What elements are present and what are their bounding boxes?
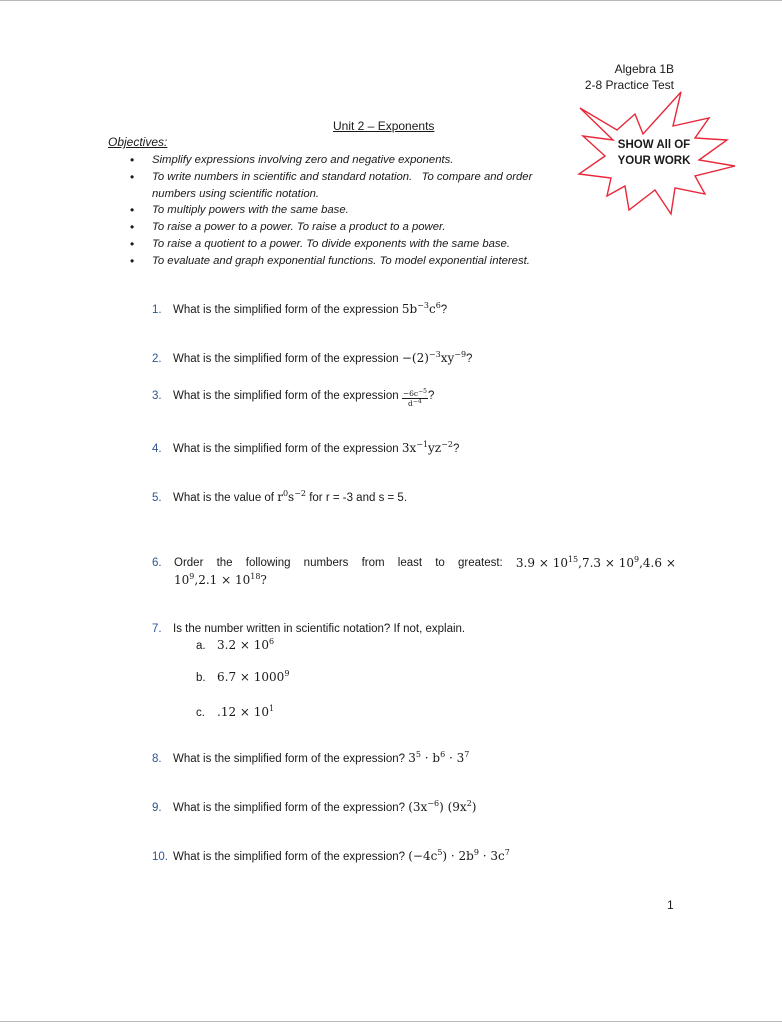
bullet-icon: •	[130, 169, 135, 184]
question-number: 5.	[152, 492, 162, 504]
question-number: 3.	[152, 390, 162, 402]
test-name: 2-8 Practice Test	[584, 78, 674, 92]
question-number: 4.	[152, 443, 162, 455]
expression: $5b^{-3}c^6$	[401, 301, 441, 316]
question-number: 1.	[152, 304, 162, 316]
objective-item: • To raise a power to a power. To raise a product to a power.	[130, 220, 446, 235]
question-1: 1. What is the simplified form of the expression $5b^{-3}c^6$?	[152, 301, 448, 316]
course-name: Algebra 1B	[614, 62, 674, 76]
question-7-part-c: c. $.12 \times 10^1$	[196, 704, 275, 719]
question-text: Is the number written in scientific notation? If not, explain.	[173, 623, 466, 635]
question-text: What is the simplified form of the expression?	[173, 753, 409, 765]
fraction-expression: $\frac{-6c^{-5}}{d^{-4}}$	[402, 388, 427, 408]
question-text: What is the simplified form of the expression	[173, 443, 402, 455]
objective-item: • Simplify expressions involving zero and negative exponents.	[130, 153, 454, 167]
question-2: 2. What is the simplified form of the expression $-(2)^{-3}xy^{-9}$?	[152, 350, 473, 365]
show-work-line-2: YOUR WORK	[617, 155, 691, 167]
bullet-icon: •	[130, 203, 135, 218]
page-number: 1	[667, 898, 674, 912]
question-7-part-a: a. $3.2 \times 10^6$	[196, 637, 275, 652]
objective-item-continued: numbers using scientific notation.	[152, 187, 320, 200]
bullet-icon: •	[130, 236, 135, 251]
objective-item: • To write numbers in scientific and standard notation. To compare and order	[130, 169, 533, 184]
unit-title: Unit 2 – Exponents	[333, 119, 435, 133]
expression: $r^0s^{-2}$	[277, 489, 307, 504]
bullet-icon: •	[130, 153, 135, 167]
objective-item: • To raise a quotient to a power. To divide exponents with the same base.	[130, 236, 510, 251]
show-work-line-1: SHOW All OF	[617, 139, 691, 151]
expression: $3.2 \times 10^6$	[217, 637, 275, 652]
question-10	[152, 848, 510, 865]
expression: $(3x^{-6})$ $(9x^2)$	[408, 799, 477, 814]
question-number: 6.	[152, 557, 162, 569]
expression: $3^5 \cdot b^6 \cdot 3^7$	[408, 750, 470, 765]
question-7-part-b: b. $6.7 \times 1000^9$	[196, 669, 290, 684]
objectives-list	[130, 152, 592, 270]
question-6-line-2: $10^9,2.1 \times 10^{18}$?	[174, 572, 267, 587]
question-6-line-1: Order the following numbers from least to greatest: $3.9 \times 10^{15},7.3 \times 10^9,4.6$ ×	[174, 555, 676, 570]
expression: $6.7 \times 1000^9$	[217, 669, 290, 684]
page-bottom-border	[0, 1021, 782, 1022]
question-8	[152, 750, 469, 767]
expression: $(-4c^5) \cdot 2b^9 \cdot 3c^7$	[408, 848, 510, 863]
expression: $3x^{-1}yz^{-2}$	[401, 440, 453, 455]
question-text: What is the simplified form of the expression?	[173, 802, 409, 814]
expression: $-(2)^{-3}xy^{-9}$	[401, 350, 467, 365]
document-header	[585, 61, 674, 93]
objective-item: • To evaluate and graph exponential functions. To model exponential interest.	[130, 253, 530, 268]
question-5: 5. What is the value of $r^0s^{-2}$ for r = -3 and s = 5.	[152, 489, 408, 504]
question-number: 8.	[152, 753, 162, 765]
question-6	[152, 555, 676, 589]
bullet-icon: •	[130, 253, 135, 268]
question-number: 9.	[152, 802, 162, 814]
number-list: $3.9 \times 10^{15},7.3 \times 10^9,4.6$ ×	[515, 555, 676, 570]
page-top-border	[0, 0, 782, 1]
show-work-label	[600, 137, 708, 169]
question-number: 2.	[152, 353, 162, 365]
bullet-icon: •	[130, 220, 135, 235]
question-text: What is the simplified form of the expression	[173, 353, 402, 365]
objectives-title: Objectives:	[108, 135, 168, 149]
expression: $.12 \times 10^1$	[217, 704, 275, 719]
question-4: 4. What is the simplified form of the expression $3x^{-1}yz^{-2}$?	[152, 440, 460, 455]
question-3: 3. What is the simplified form of the expression $\frac{-6c^{-5}}{d^{-4}}$ ?	[152, 388, 435, 408]
question-9	[152, 799, 476, 816]
objective-item: • To multiply powers with the same base.	[130, 203, 349, 218]
question-number: 10.	[152, 851, 168, 863]
question-7	[152, 621, 465, 637]
question-text: What is the simplified form of the expression?	[173, 851, 409, 863]
question-text: What is the value of	[173, 492, 278, 504]
question-number: 7.	[152, 623, 162, 635]
question-text: What is the simplified form of the expression	[173, 304, 402, 316]
question-text: What is the simplified form of the expression	[173, 390, 402, 402]
